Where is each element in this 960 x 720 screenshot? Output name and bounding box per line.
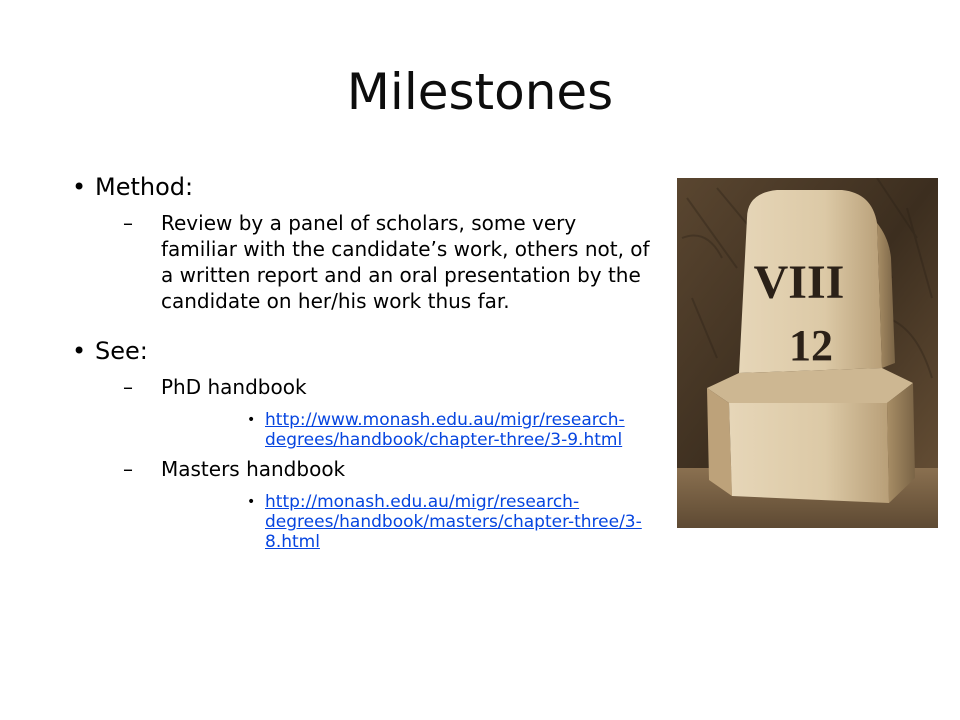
bullet-dot-icon: • <box>247 412 256 428</box>
bullet-dot-icon: • <box>72 337 87 365</box>
bullet-dot-icon: • <box>247 494 256 510</box>
masters-handbook-item <box>95 456 652 552</box>
slide-body <box>72 170 652 552</box>
bullet-dot-icon: • <box>72 173 87 201</box>
bullet-method <box>72 170 652 314</box>
bullet-label: See: <box>95 337 148 365</box>
masters-handbook-link-item <box>161 492 652 552</box>
bullet-label: Method: <box>95 173 194 201</box>
method-text: Review by a panel of scholars, some very familiar with the candidate’s work, others not, of a written report and an oral presentation by the candidate on her/his work thus far. <box>161 211 650 313</box>
milestone-photo <box>677 178 938 528</box>
milestone-marking-bottom: 12 <box>789 321 833 370</box>
stone-base-front <box>729 403 889 503</box>
masters-handbook-link[interactable]: http://monash.edu.au/migr/research-degrees/handbook/masters/chapter-three/3-8.html <box>265 492 642 552</box>
milestone-marking-top: VIII <box>753 256 845 309</box>
dash-icon: – <box>123 457 133 481</box>
masters-handbook-label: Masters handbook <box>161 457 346 481</box>
phd-handbook-link-item <box>161 410 652 450</box>
bullet-see <box>72 334 652 552</box>
milestone-illustration <box>677 178 938 528</box>
dash-icon: – <box>123 211 133 235</box>
phd-handbook-link[interactable]: http://www.monash.edu.au/migr/research-degrees/handbook/chapter-three/3-9.html <box>265 410 625 450</box>
slide-title: Milestones <box>346 63 614 121</box>
stone-base-left <box>707 388 732 496</box>
method-description <box>95 210 652 314</box>
dash-icon: – <box>123 375 133 399</box>
phd-handbook-item <box>95 374 652 450</box>
phd-handbook-label: PhD handbook <box>161 375 307 399</box>
